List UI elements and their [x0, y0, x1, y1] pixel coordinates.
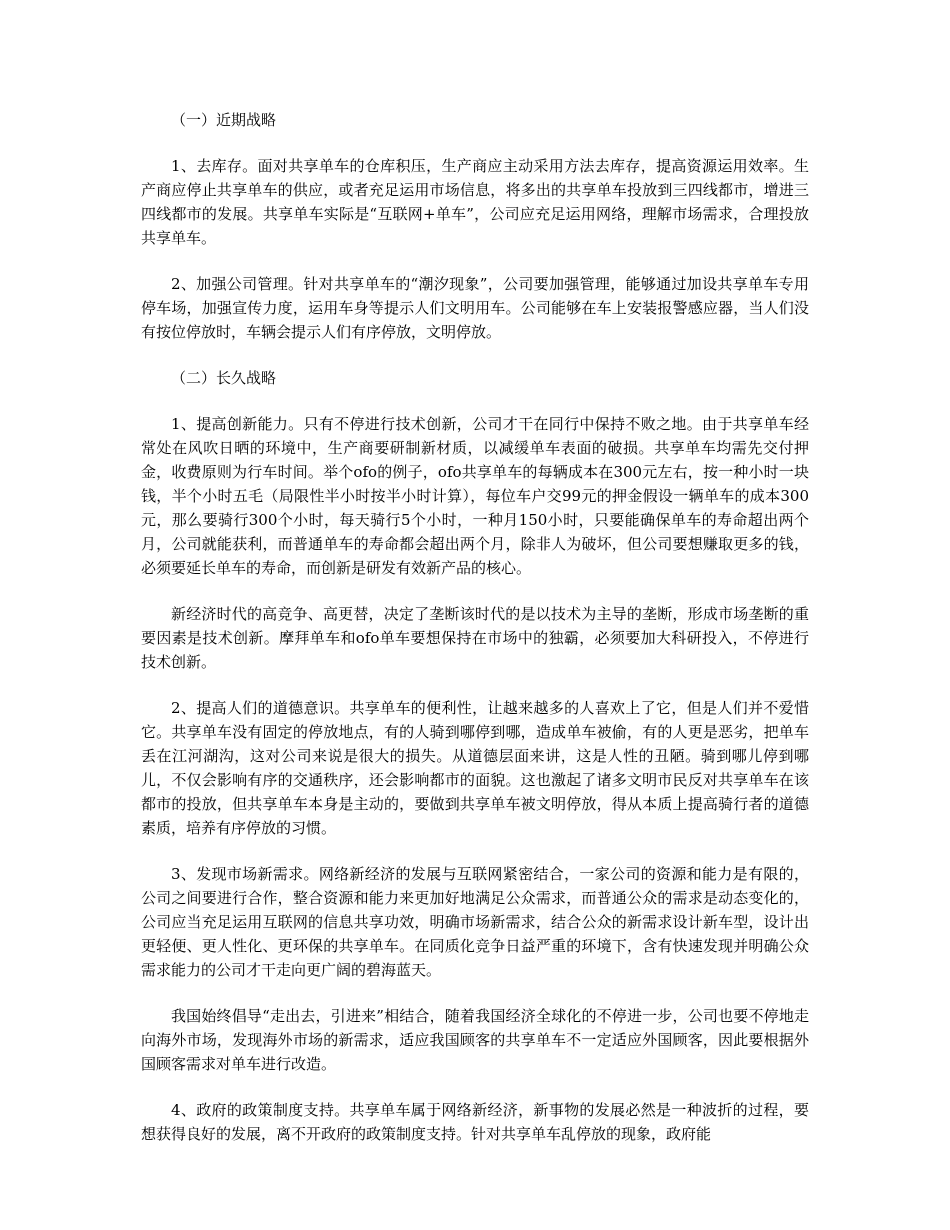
paragraph-spacer — [141, 344, 809, 366]
paragraph-innovation: 1、提高创新能力。只有不停进行技术创新，公司才干在同行中保持不败之地。由于共享单车经常处在风吹日晒的环境中，生产商要研制新材质，以减缓单车表面的破损。共享单车均需先交付押金，收费原则为行车时间。举个ofo的例子，ofo共享单车的每辆成本在300元左右，按一种小时一块钱，半个小时五毛（局限性半小时按半小时计算），每位车户交99元的押金假设一辆单车的成本300元，那么要骑行300个小时，每天骑行5个小时，一种月150小时，只要能确保单车的寿命超出两个月，公司就能获利，而普通单车的寿命都会超出两个月，除非人为破坏，但公司要想赚取更多的钱，必须要延长单车的寿命，而创新是研发有效新产品的核心。 — [141, 415, 809, 577]
paragraph-spacer — [141, 840, 809, 862]
paragraph-market-demand: 3、发现市场新需求。网络新经济的发展与互联网紧密结合，一家公司的资源和能力是有限的，公司之间要进行合作，整合资源和能力来更加好地满足公众需求，而普通公众的需求是动态变化的，公司应当充足运用互联网的信息共享功效，明确市场新需求，结合公众的新需求设计新车型，设计出更轻便、更人性化、更环保的共享单车。在同质化竞争日益严重的环境下，含有快速发现并明确公众需求能力的公司才干走向更广阔的碧海蓝天。 — [141, 865, 809, 979]
paragraph-management: 2、加强公司管理。针对共享单车的“潮汐现象”，公司要加强管理，能够通过加设共享单车专用停车场，加强宣传力度，运用车身等提示人们文明用车。公司能够在车上安装报警感应器，当人们没有按位停放时，车辆会提示人们有序停放，文明停放。 — [141, 275, 809, 341]
paragraph-go-global: 我国始终倡导“走出去，引进来”相结合，随着我国经济全球化的不停进一步，公司也要不停地走向海外市场，发现海外市场的新需求，适应我国顾客的共享单车不一定适应外国顾客，因此要根据外国顾客需求对单车进行改造。 — [141, 1007, 809, 1073]
paragraph-spacer — [141, 580, 809, 602]
paragraph-spacer — [141, 674, 809, 696]
paragraph-spacer — [141, 132, 809, 154]
paragraph-spacer — [141, 250, 809, 272]
paragraph-spacer — [141, 390, 809, 412]
paragraph-spacer — [141, 982, 809, 1004]
paragraph-policy-support: 4、政府的政策制度支持。共享单车属于网络新经济，新事物的发展必然是一种波折的过程，要想获得良好的发展，离不开政府的政策制度支持。针对共享单车乱停放的现象，政府能 — [141, 1101, 809, 1143]
section-heading-near-term: （一）近期战略 — [171, 111, 277, 129]
paragraph-destock: 1、去库存。面对共享单车的仓库积压，生产商应主动采用方法去库存，提高资源运用效率。生产商应停止共享单车的供应，或者充足运用市场信息，将多出的共享单车投放到三四线都市，增进三四线都市的发展。共享单车实际是“互联网+单车”，公司应充足运用网络，理解市场需求，合理投放共享单车。 — [141, 157, 809, 247]
section-heading-long-term: （二）长久战略 — [171, 369, 277, 387]
paragraph-morality: 2、提高人们的道德意识。共享单车的便利性，让越来越多的人喜欢上了它，但是人们并不爱惜它。共享单车没有固定的停放地点，有的人骑到哪停到哪，造成单车被偷，有的人更是恶劣，把单车丢在江河湖沟，这对公司来说是很大的损失。从道德层面来讲，这是人性的丑陋。骑到哪儿停到哪儿，不仅会影响有序的交通秩序，还会影响都市的面貌。这也激起了诸多文明市民反对共享单车在该都市的投放，但共享单车本身是主动的，要做到共享单车被文明停放，得从本质上提高骑行者的道德素质，培养有序停放的习惯。 — [141, 699, 809, 837]
paragraph-new-economy: 新经济时代的高竞争、高更替，决定了垄断该时代的是以技术为主导的垄断，形成市场垄断的重要因素是技术创新。摩拜单车和ofo单车要想保持在市场中的独霸，必须要加大科研投入，不停进行技术创新。 — [141, 605, 809, 671]
document-body — [141, 108, 809, 1146]
paragraph-spacer — [141, 1076, 809, 1098]
